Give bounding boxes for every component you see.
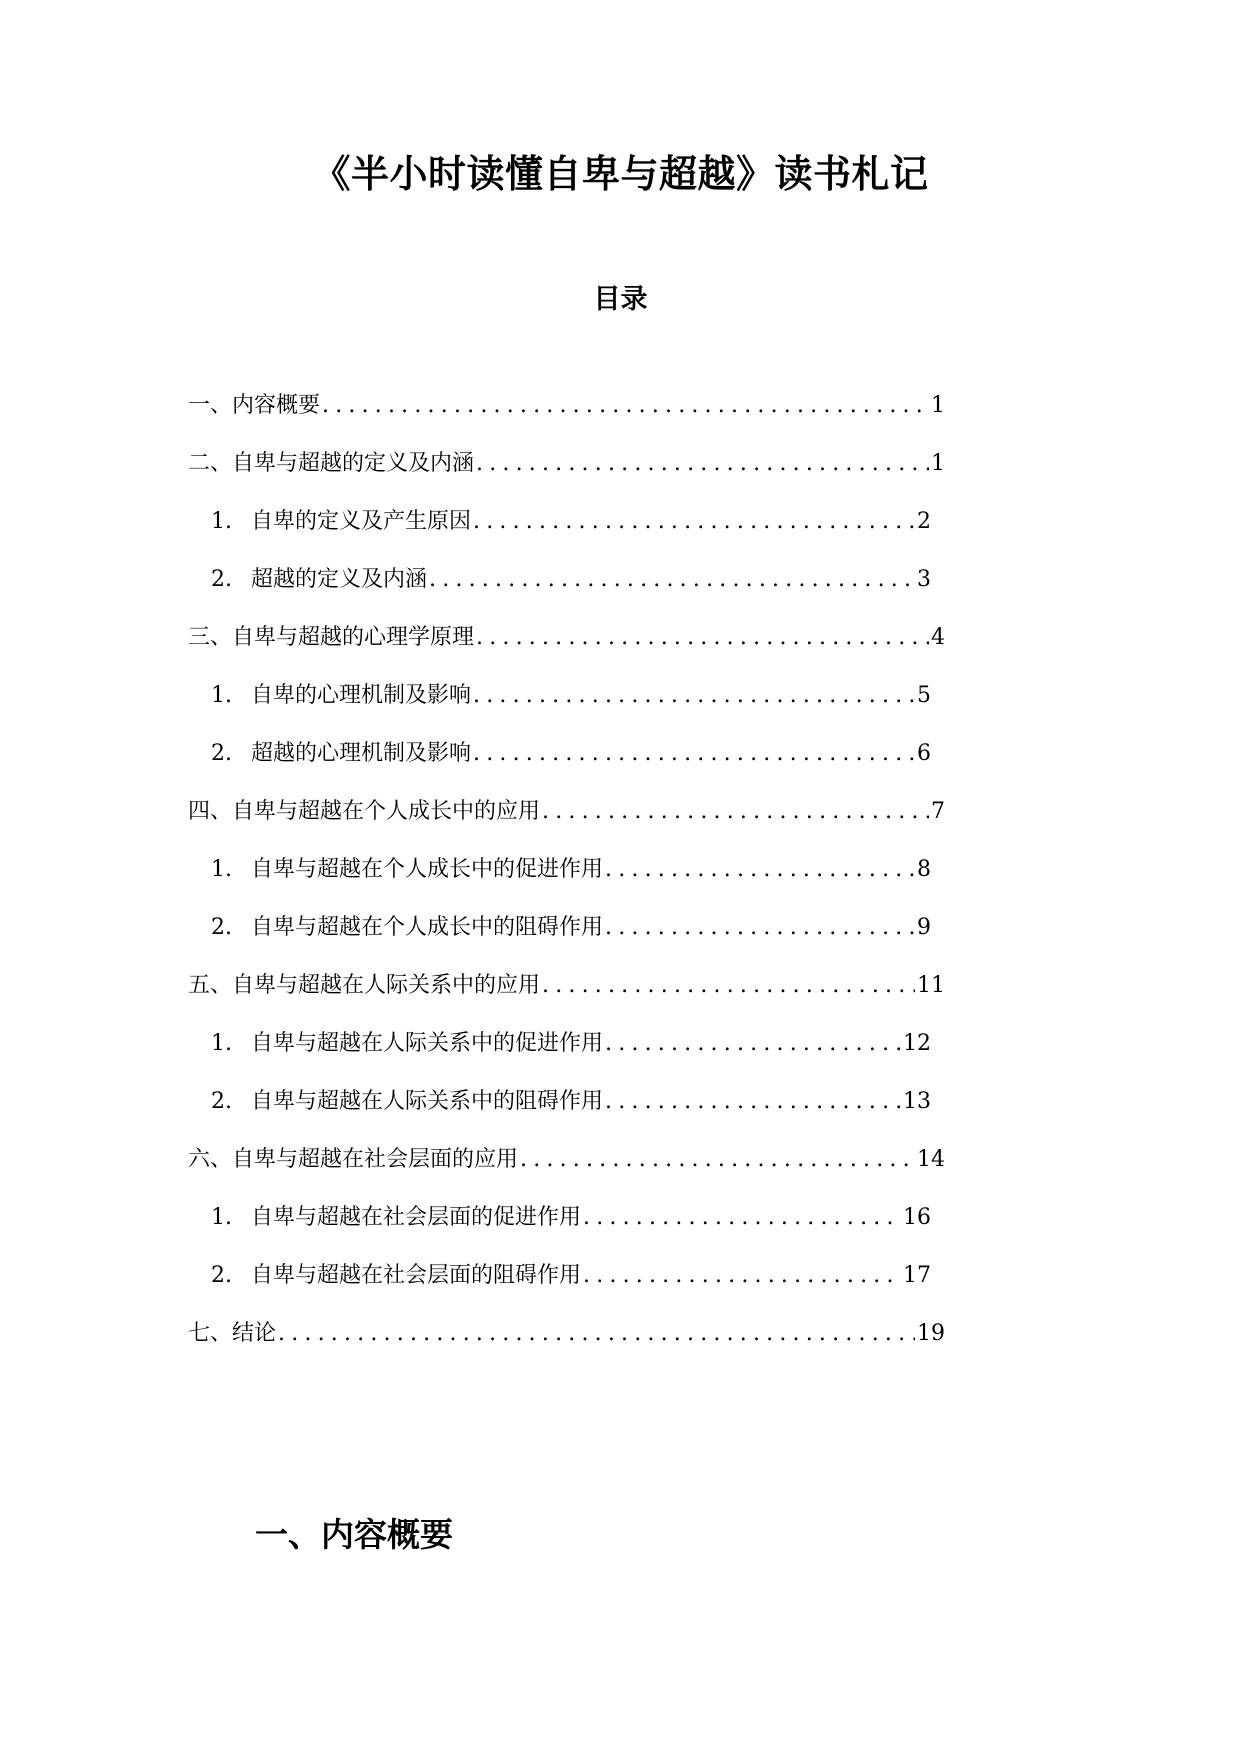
- toc-entry-label: 七、结论: [188, 1321, 277, 1346]
- toc-entry-number: 1.: [211, 509, 232, 534]
- toc-entry-label: 超越的定义及内涵: [251, 567, 428, 592]
- toc-entry-label: 二、自卑与超越的定义及内涵: [188, 451, 475, 476]
- toc-dot-leader: [605, 908, 915, 948]
- toc-entry-page-number: 12: [903, 1031, 931, 1056]
- toc-dot-leader: [476, 618, 929, 658]
- section-heading: 一、内容概要: [255, 1515, 453, 1554]
- toc-entry[interactable]: [188, 1314, 945, 1354]
- toc-subentry[interactable]: [211, 1024, 931, 1064]
- toc-entry-label: 自卑的心理机制及影响: [251, 683, 472, 708]
- toc-dot-leader: [473, 502, 915, 542]
- toc-dot-leader: [429, 560, 915, 600]
- toc-dot-leader: [542, 792, 929, 832]
- toc-entry-page-number: 14: [917, 1147, 945, 1172]
- toc-dot-leader: [473, 734, 915, 774]
- toc-entry-number: 1.: [211, 1205, 232, 1230]
- toc-entry[interactable]: [188, 444, 945, 484]
- toc-entry-label: 超越的心理机制及影响: [251, 741, 472, 766]
- toc-entry-page-number: 3: [917, 567, 931, 592]
- toc-entry-number: 2.: [211, 1263, 232, 1288]
- toc-entry[interactable]: [188, 1140, 945, 1180]
- toc-entry[interactable]: [188, 386, 945, 426]
- toc-subentry[interactable]: [211, 1256, 931, 1296]
- toc-entry-page-number: 4: [931, 625, 945, 650]
- toc-entry[interactable]: [188, 792, 945, 832]
- toc-subentry[interactable]: [211, 560, 931, 600]
- toc-dot-leader: [476, 444, 929, 484]
- toc-entry-number: 1.: [211, 1031, 232, 1056]
- toc-entry[interactable]: [188, 618, 945, 658]
- toc-dot-leader: [473, 676, 915, 716]
- toc-entry[interactable]: [188, 966, 945, 1006]
- toc-entry-label: 一、内容概要: [188, 393, 321, 418]
- toc-entry-label: 六、自卑与超越在社会层面的应用: [188, 1147, 519, 1172]
- toc-entry-label: 自卑的定义及产生原因: [251, 509, 472, 534]
- toc-dot-leader: [605, 1024, 901, 1064]
- toc-entry-number: 1.: [211, 857, 232, 882]
- toc-dot-leader: [605, 850, 915, 890]
- toc-entry-page-number: 16: [903, 1205, 931, 1230]
- toc-entry-page-number: 17: [903, 1263, 931, 1288]
- toc-dot-leader: [520, 1140, 915, 1180]
- toc-entry-label: 三、自卑与超越的心理学原理: [188, 625, 475, 650]
- toc-entry-number: 2.: [211, 1089, 232, 1114]
- toc-subentry[interactable]: [211, 676, 931, 716]
- toc-subentry[interactable]: [211, 502, 931, 542]
- toc-entry-label: 四、自卑与超越在个人成长中的应用: [188, 799, 541, 824]
- toc-entry-page-number: 1: [931, 393, 945, 418]
- toc-dot-leader: [542, 966, 915, 1006]
- toc-entry-label: 自卑与超越在社会层面的促进作用: [251, 1205, 582, 1230]
- toc-dot-leader: [322, 386, 929, 426]
- toc-entry-page-number: 8: [917, 857, 931, 882]
- toc-entry-page-number: 19: [917, 1321, 945, 1346]
- toc-entry-page-number: 1: [931, 451, 945, 476]
- toc-entry-label: 自卑与超越在人际关系中的促进作用: [251, 1031, 604, 1056]
- toc-dot-leader: [605, 1082, 901, 1122]
- toc-entry-page-number: 13: [903, 1089, 931, 1114]
- toc-entry-label: 自卑与超越在人际关系中的阻碍作用: [251, 1089, 604, 1114]
- toc-entry-number: 2.: [211, 567, 232, 592]
- toc-subentry[interactable]: [211, 1198, 931, 1238]
- toc-entry-number: 1.: [211, 683, 232, 708]
- toc-dot-leader: [583, 1256, 901, 1296]
- document-title: 《半小时读懂自卑与超越》读书札记: [312, 152, 929, 196]
- toc-subentry[interactable]: [211, 1082, 931, 1122]
- toc-entry-label: 自卑与超越在个人成长中的阻碍作用: [251, 915, 604, 940]
- toc-entry-page-number: 2: [917, 509, 931, 534]
- toc-entry-number: 2.: [211, 915, 232, 940]
- toc-entry-page-number: 11: [917, 973, 945, 998]
- toc-subentry[interactable]: [211, 908, 931, 948]
- toc-entry-label: 自卑与超越在社会层面的阻碍作用: [251, 1263, 582, 1288]
- toc-entry-page-number: 7: [931, 799, 945, 824]
- toc-entry-label: 自卑与超越在个人成长中的促进作用: [251, 857, 604, 882]
- toc-entry-label: 五、自卑与超越在人际关系中的应用: [188, 973, 541, 998]
- toc-entry-page-number: 6: [917, 741, 931, 766]
- toc-entry-page-number: 5: [917, 683, 931, 708]
- toc-entry-number: 2.: [211, 741, 232, 766]
- toc-dot-leader: [583, 1198, 901, 1238]
- toc-dot-leader: [278, 1314, 915, 1354]
- toc-entry-page-number: 9: [917, 915, 931, 940]
- toc-subentry[interactable]: [211, 850, 931, 890]
- toc-heading: 目录: [593, 284, 648, 315]
- toc-subentry[interactable]: [211, 734, 931, 774]
